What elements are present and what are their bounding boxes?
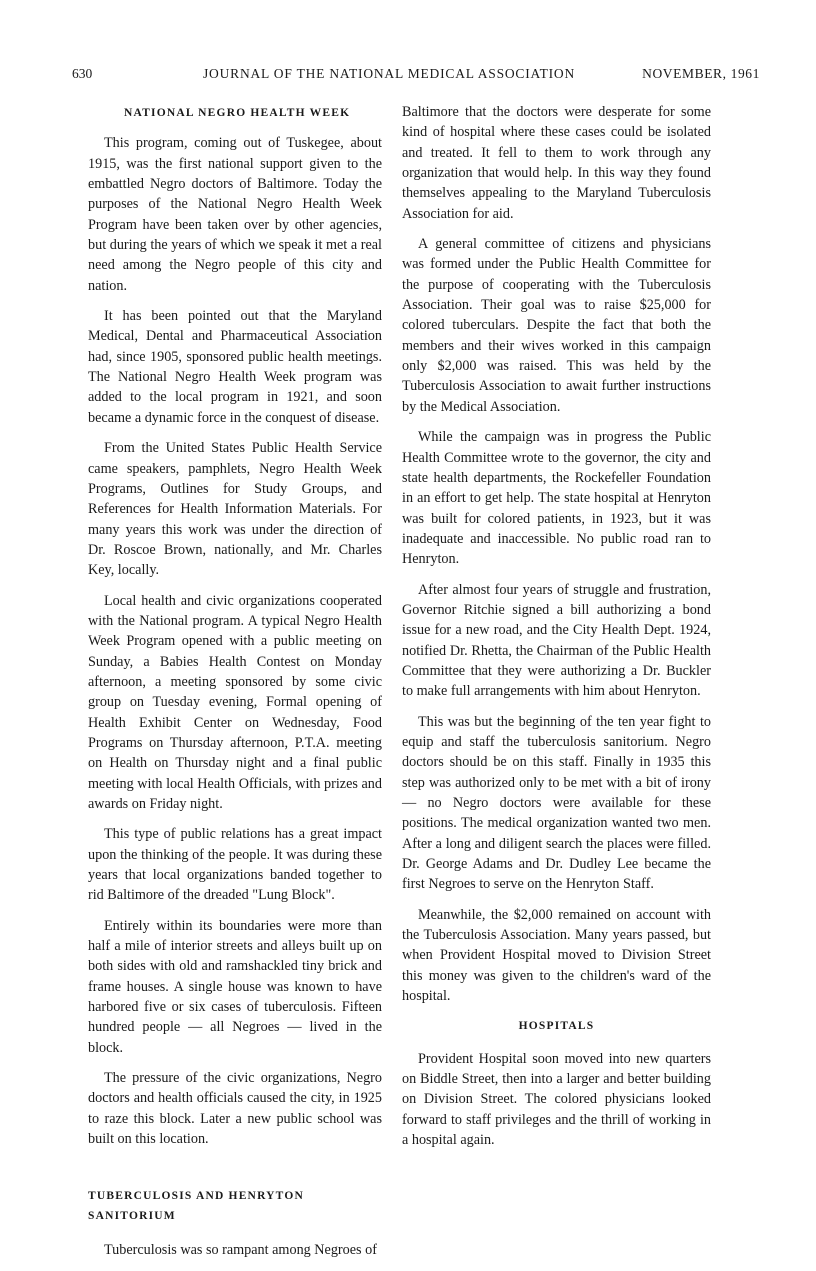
body-paragraph: After almost four years of struggle and frustration, Governor Ritchie signed a bill authorizing a bond issue for a new road, and the City Health Dept. 1924, notified Dr. Rhetta, the Chairman of the Public Health Committee that they were authorizing a Dr. Buckler to make full arrangements with him about Henryton.: [402, 581, 711, 700]
tuberculosis-body-continued: [402, 234, 711, 1006]
running-header: [72, 66, 760, 86]
left-column: [88, 102, 382, 1271]
journal-title: JOURNAL OF THE NATIONAL MEDICAL ASSOCIATION: [203, 66, 576, 81]
hospitals-body: [402, 1049, 711, 1151]
body-paragraph: Entirely within its boundaries were more than half a mile of interior streets and alleys built up on both sides with old and ramshackled tiny brick and frame houses. A single house was known to have harbored five or six cases of tuberculosis. Fifteen hundred people — all Negroes — lived in the block.: [88, 917, 382, 1056]
page-number: 630: [72, 66, 93, 81]
body-paragraph: This was but the beginning of the ten year fight to equip and staff the tuberculosis sanitorium. Negro doctors should be on this staff. Finally in 1935 this step was authorized only to be met with a bit of irony — no Negro doctors were available for these positions. The medical organization wanted two men. After a long and diligent search the places were filled. Dr. George Adams and Dr. Dudley Lee became the first Negroes to serve on the Henryton Staff.: [402, 713, 711, 893]
body-paragraph: This program, coming out of Tuskegee, about 1915, was the first national support given to the embattled Negro doctors of Baltimore. Today the purposes of the National Negro Health Week Program have been taken over by other agencies, but during the years of which we speak it met a real need among the Negro people of this city and nation.: [88, 135, 382, 294]
continued-paragraph: Baltimore that the doctors were desperate for some kind of hospital where these cases could be isolated and treated. It fell to them to work through any organization that would help. In this way they found themselves appealing to the Maryland Tuberculosis Association for aid.: [402, 104, 711, 222]
right-column: [402, 102, 711, 1161]
issue-date: NOVEMBER, 1961: [642, 66, 760, 81]
section-heading-health-week: NATIONAL NEGRO HEALTH WEEK: [124, 107, 351, 119]
body-paragraph: Provident Hospital soon moved into new quarters on Biddle Street, then into a larger and better building on Division Street. The colored physicians looked forward to staff privileges and the thrill of working in a hospital again.: [402, 1050, 711, 1149]
tuberculosis-body: [88, 1240, 382, 1260]
body-paragraph: This type of public relations has a great impact upon the thinking of the people. It was during these years that local organizations banded together to rid Baltimore of the dreaded "Lung Block".: [88, 826, 382, 904]
body-paragraph: From the United States Public Health Service came speakers, pamphlets, Negro Health Week Programs, Outlines for Study Groups, and References for Health Information Materials. For many years this work was under the direction of Dr. Roscoe Brown, nationally, and Mr. Charles Key, locally.: [88, 440, 382, 579]
section-heading-tuberculosis: TUBERCULOSIS AND HENRYTON SANITORIUM: [88, 1189, 304, 1222]
body-paragraph: Meanwhile, the $2,000 remained on account with the Tuberculosis Association. Many years passed, but when Provident Hospital moved to Division Street this money was given to the children's ward of the hospital.: [402, 906, 711, 1005]
body-paragraph: The pressure of the civic organizations, Negro doctors and health officials caused the city, in 1925 to raze this block. Later a new public school was built on this location.: [88, 1070, 382, 1148]
body-paragraph: A general committee of citizens and physicians was formed under the Public Health Committee for the purpose of cooperating with the Tuberculosis Association. Their goal was to raise $25,000 for colored tuberculars. Despite the fact that both the members and their wives worked in this campaign only $2,000 was raised. This was held by the Tuberculosis Association to await further instructions by the Medical Association.: [402, 236, 711, 415]
section-heading-hospitals: HOSPITALS: [518, 1020, 595, 1033]
body-paragraph: It has been pointed out that the Maryland Medical, Dental and Pharmaceutical Association had, since 1905, sponsored public health meetings. The National Negro Health Week program was added to the local program in 1921, and soon became a dynamic force in the conquest of disease.: [88, 308, 382, 426]
body-paragraph: Local health and civic organizations cooperated with the National program. A typical Negro Health Week Program opened with a public meeting on Sunday, a Babies Health Contest on Monday afternoon, a meeting sponsored by some civic group on Tuesday evening, Formal opening of Health Exhibit Center on Wednesday, Food Programs on Thursday afternoon, P.T.A. meeting on Health on Thursday night and a final public meeting with local Health Officials, with prizes and awards on Friday night.: [88, 592, 382, 812]
health-week-body: [88, 133, 382, 1149]
body-paragraph: While the campaign was in progress the Public Health Committee wrote to the governor, the city and state health departments, the Rockefeller Foundation in an effort to get help. The state hospital at Henryton was built for colored patients, in 1923, but it was inadequate and inaccessible. No public road ran to Henryton.: [402, 429, 711, 568]
body-paragraph: Tuberculosis was so rampant among Negroes of: [104, 1242, 377, 1259]
